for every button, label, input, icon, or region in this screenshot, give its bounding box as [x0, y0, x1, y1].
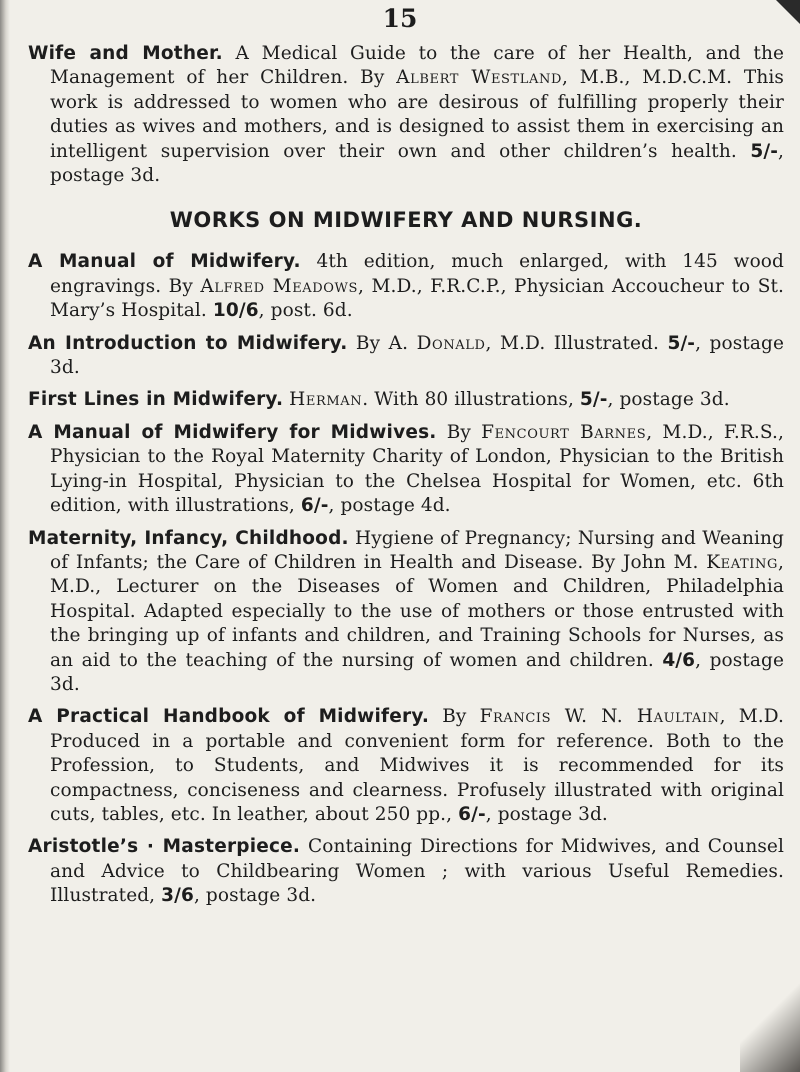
book-entry-wife-and-mother: [28, 42, 784, 188]
page-binding-shadow: [0, 0, 10, 1072]
book-postage: , postage 3d.: [50, 332, 784, 379]
book-price: 5/-: [667, 332, 696, 354]
book-entry: [28, 250, 784, 323]
book-postage: , postage 3d.: [50, 649, 785, 695]
book-postage: , postage 4d.: [328, 495, 451, 517]
book-entry: [28, 332, 784, 381]
book-price: 3/6: [161, 885, 194, 907]
book-author: Fencourt Barnes: [481, 421, 647, 443]
book-author: Francis W. N. Haultain: [479, 706, 720, 728]
book-description: 4th edition, much enlarged, with 145 wood engravings. By: [50, 251, 784, 297]
book-author: Herman: [289, 389, 363, 411]
page-number: 15: [382, 4, 418, 33]
book-description-cont: , M.D. Illustrated.: [485, 332, 668, 354]
book-entry: [28, 835, 784, 908]
book-price: 10/6: [212, 300, 259, 322]
book-entry: [28, 527, 784, 698]
page-curl-shadow: [740, 932, 800, 1072]
book-entry: [28, 705, 784, 827]
book-description-cont: . With 80 illustrations,: [362, 389, 580, 411]
book-description-cont: , M.D. Produced in a portable and convenient form for reference. Both to the Profession, to Students, and Midwives it is recommended for its compactness, conciseness and clearness. Profusely illustrated with original cuts, tables, etc. In leather, about 250 pp.,: [50, 706, 784, 825]
book-price: 5/-: [750, 140, 779, 162]
book-title: Maternity, Infancy, Childhood.: [28, 527, 349, 549]
book-title: Aristotle’s · Masterpiece.: [28, 836, 301, 858]
book-entry: [28, 388, 784, 412]
book-description-cont: , M.B., M.D.C.M. This work is addressed to women who are desirous of fulfilling properly their duties as wives and mothers, and is designed to assist them in exercising an intelligent supervision over their own and other children’s health.: [50, 67, 784, 162]
book-title: An Introduction to Midwifery.: [28, 332, 348, 354]
book-description-cont: , M.D., F.R.S., Physician to the Royal Maternity Charity of London, Physician to the British Lying-in Hospital, Physician to the Chelsea Hospital for Women, etc. 6th edition, with illustrations,: [50, 421, 784, 517]
book-author: Albert Westland: [396, 67, 563, 89]
page-content: [28, 42, 784, 917]
book-author: Donald: [416, 332, 486, 354]
book-description: Hygiene of Pregnancy; Nursing and Weaning of Infants; the Care of Children in Health and Disease. By John M.: [50, 527, 785, 573]
book-postage: , postage 3d.: [50, 140, 784, 187]
book-description: By: [429, 706, 480, 728]
book-entry: [28, 421, 784, 519]
book-title: A Practical Handbook of Midwifery.: [28, 706, 430, 728]
book-title: A Manual of Midwifery.: [28, 251, 301, 273]
book-title: Wife and Mother.: [28, 43, 223, 64]
book-price: 5/-: [579, 389, 608, 411]
book-description: Containing Directions for Midwives, and Counsel and Advice to Childbearing Women ; with various Useful Remedies. Illustrated,: [50, 836, 784, 907]
book-description: A Medical Guide to the care of her Health, and the Management of her Children. By: [50, 43, 785, 89]
book-description-cont: , M.D., F.R.C.P., Physician Accoucheur to St. Mary’s Hospital.: [50, 275, 784, 322]
book-title: First Lines in Midwifery.: [28, 389, 284, 411]
book-description: By: [436, 421, 482, 443]
book-postage: , postage 3d.: [485, 803, 608, 825]
book-price: 6/-: [458, 803, 486, 825]
section-heading: WORKS ON MIDWIFERY AND NURSING.: [169, 208, 643, 233]
book-postage: , post. 6d.: [258, 300, 353, 322]
book-description-cont: , M.D., Lecturer on the Diseases of Women and Children, Philadelphia Hospital. Adapted especially to the use of mothers or those entrusted with the bringing up of infants and children, and Training Schools for Nurses, as an aid to the teaching of the nursing of women and children.: [50, 551, 784, 671]
book-postage: , postage 3d.: [607, 389, 730, 411]
book-description: By A.: [347, 332, 417, 354]
book-price: 6/-: [300, 495, 329, 517]
book-author: Alfred Meadows: [200, 275, 359, 297]
book-author: Keating: [706, 551, 779, 573]
book-title: A Manual of Midwifery for Midwives.: [28, 421, 437, 443]
book-postage: , postage 3d.: [193, 885, 317, 907]
book-price: 4/6: [662, 649, 696, 671]
